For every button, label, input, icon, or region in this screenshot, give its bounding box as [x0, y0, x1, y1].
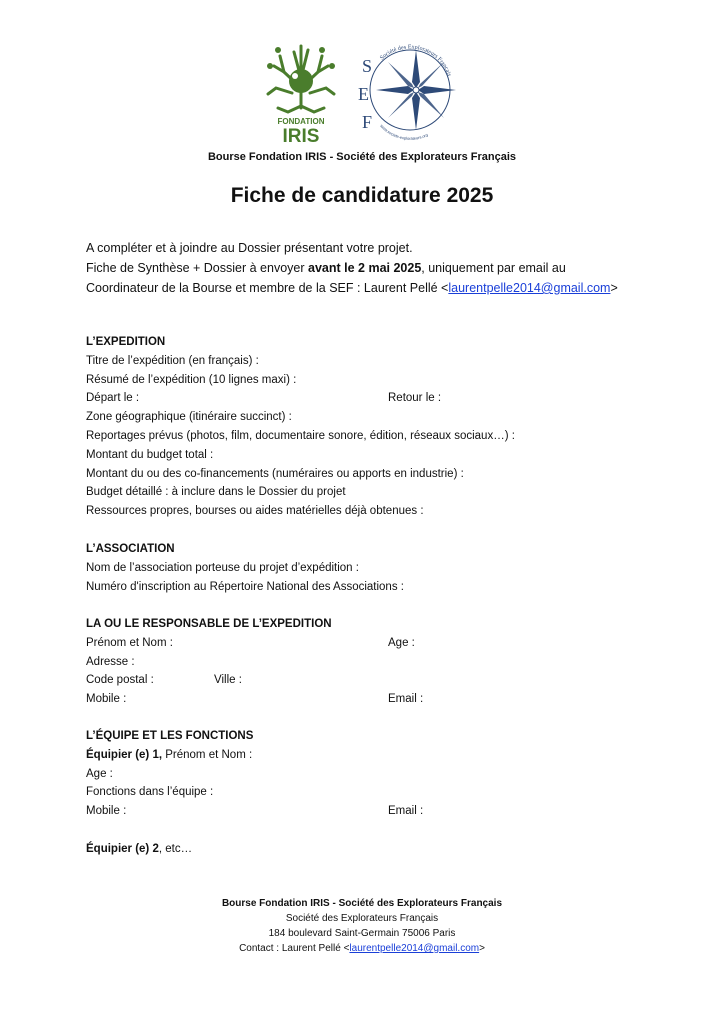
mobile-field: Mobile : — [86, 693, 127, 706]
intro-line-3-post: > — [610, 281, 618, 295]
responsable-section — [86, 615, 646, 709]
zone-field: Zone géographique (itinéraire succinct) : — [86, 411, 292, 424]
logos — [0, 38, 724, 146]
equipier-1-name-field: Prénom et Nom : — [162, 748, 253, 761]
intro-line-3 — [86, 278, 686, 298]
intro-line-1: A compléter et à joindre au Dossier présentant votre projet. — [86, 241, 413, 255]
reportages-field: Reportages prévus (photos, film, documentaire sonore, édition, réseaux sociaux…) : — [86, 429, 515, 442]
equipe-heading: L’ÉQUIPE ET LES FONCTIONS — [86, 730, 254, 742]
sef-letter-e: E — [358, 84, 369, 104]
budget-detaille-field: Budget détaillé : à inclure dans le Dossier du projet — [86, 486, 346, 499]
association-section — [86, 540, 646, 596]
age-field: Age : — [388, 636, 415, 649]
footer-address: 184 boulevard Saint-Germain 75006 Paris — [268, 928, 456, 939]
footer-contact-post: > — [479, 943, 485, 954]
footer-email-link[interactable]: laurentpelle2014@gmail.com — [349, 943, 480, 954]
fondation-iris-logo — [262, 38, 340, 146]
sef-ring-text: Société des Explorateurs Français — [379, 44, 452, 78]
responsable-name-row — [86, 634, 646, 653]
sef-letter-s: S — [362, 56, 373, 76]
document-title: Fiche de candidature 2025 — [230, 184, 494, 207]
equipier-1-row — [86, 746, 646, 765]
postal-row — [86, 671, 646, 690]
association-numero-field: Numéro d'inscription au Répertoire National des Associations : — [86, 580, 404, 593]
depart-field: Départ le : — [86, 392, 140, 405]
expedition-heading: L’EXPEDITION — [86, 336, 166, 348]
iris-logo-text-bottom: IRIS — [282, 126, 320, 146]
equipe-section — [86, 727, 646, 821]
expedition-section — [86, 333, 646, 521]
sef-url-text: www.societe-explorateurs.org — [379, 123, 429, 141]
budget-total-field: Montant du budget total : — [86, 448, 214, 461]
contact-row — [86, 690, 646, 709]
coordinator-email-link[interactable]: laurentpelle2014@gmail.com — [448, 281, 611, 295]
header-line: Bourse Fondation IRIS - Société des Explorateurs Français — [207, 151, 517, 163]
ressources-field: Ressources propres, bourses ou aides matérielles déjà obtenues : — [86, 505, 424, 518]
footer-contact-pre: Contact : Laurent Pellé < — [239, 943, 350, 954]
equipier-contact-row — [86, 802, 646, 821]
deadline-text: avant le 2 mai 2025 — [308, 261, 422, 275]
sef-logo — [352, 38, 460, 146]
code-postal-field: Code postal : — [86, 674, 154, 687]
equipier-age-field: Age : — [86, 767, 113, 780]
equipier-1-label: Équipier (e) 1, — [86, 748, 163, 761]
dates-row — [86, 389, 646, 408]
equipier-2-label: Équipier (e) 2 — [86, 843, 159, 855]
intro-line-2-post: , uniquement par email au — [421, 261, 566, 275]
equipier-email-field: Email : — [388, 805, 424, 818]
footer-line-1: Bourse Fondation IRIS - Société des Explorateurs Français — [221, 898, 503, 909]
resume-field: Résumé de l’expédition (10 lignes maxi) : — [86, 373, 297, 386]
intro-paragraph — [86, 238, 686, 298]
association-nom-field: Nom de l’association porteuse du projet d’expédition : — [86, 561, 359, 574]
email-field: Email : — [388, 693, 424, 706]
intro-line-2 — [86, 258, 686, 278]
equipier-2-rest: , etc… — [158, 843, 193, 855]
equipier-mobile-field: Mobile : — [86, 805, 127, 818]
footer — [0, 896, 724, 956]
equipier-fonctions-field: Fonctions dans l’équipe : — [86, 786, 214, 799]
adresse-field: Adresse : — [86, 655, 135, 668]
cofinancements-field: Montant du ou des co-financements (numéraires ou apports en industrie) : — [86, 467, 464, 480]
retour-field: Retour le : — [388, 392, 442, 405]
intro-line-3-pre: Coordinateur de la Bourse et membre de la SEF : Laurent Pellé < — [86, 281, 449, 295]
footer-line-2: Société des Explorateurs Français — [285, 913, 439, 924]
equipier-2-row — [86, 843, 192, 855]
association-heading: L’ASSOCIATION — [86, 543, 175, 555]
responsable-heading: LA OU LE RESPONSABLE DE L’EXPEDITION — [86, 618, 332, 630]
ville-field: Ville : — [214, 674, 242, 687]
intro-line-2-pre: Fiche de Synthèse + Dossier à envoyer — [86, 261, 308, 275]
sef-letter-f: F — [362, 112, 373, 132]
titre-field: Titre de l’expédition (en français) : — [86, 354, 259, 367]
iris-logo-text-top: FONDATION — [277, 117, 325, 126]
footer-contact — [0, 941, 724, 956]
prenom-nom-field: Prénom et Nom : — [86, 636, 173, 649]
